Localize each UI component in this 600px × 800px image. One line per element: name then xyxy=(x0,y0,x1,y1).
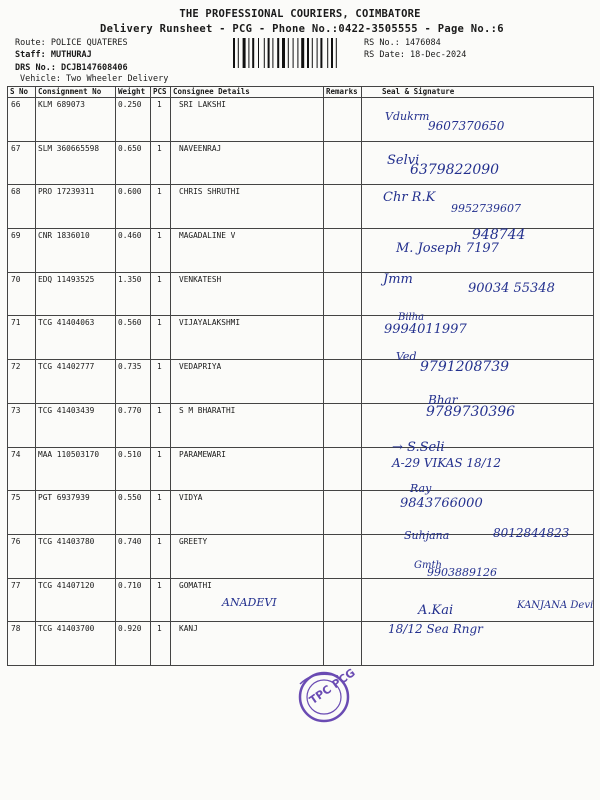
cell-signature xyxy=(362,578,594,622)
barcode-bar xyxy=(293,38,294,68)
drs-number: DRS No.: DCJB147608406 xyxy=(15,63,128,73)
cell-consignment: EDQ 11493525 xyxy=(36,272,116,316)
cell-pcs: 1 xyxy=(151,360,171,404)
cell-consignee: VIDYA xyxy=(171,491,324,535)
cell-pcs: 1 xyxy=(151,185,171,229)
table-row xyxy=(8,578,594,622)
rs-date: RS Date: 18-Dec-2024 xyxy=(364,50,467,60)
signature-row-75: Ray xyxy=(410,482,432,495)
cell-consignment: PRO 17239311 xyxy=(36,185,116,229)
signature-row-78: A.Kai xyxy=(418,603,454,618)
cell-consignee: NAVEENRAJ xyxy=(171,141,324,185)
handwriting-name-67: Selvi xyxy=(387,153,420,168)
cell-pcs: 1 xyxy=(151,622,171,666)
table-row xyxy=(8,185,594,229)
cell-consignment: CNR 1836010 xyxy=(36,229,116,273)
route-label: Route: POLICE QUATERES xyxy=(15,38,128,48)
barcode-bar xyxy=(243,38,246,68)
cell-remarks xyxy=(324,491,362,535)
cell-pcs: 1 xyxy=(151,141,171,185)
cell-signature xyxy=(362,534,594,578)
signature-row-76: Suhjana xyxy=(404,529,450,542)
handwriting-date-78: 18/12 Sea Rngr xyxy=(388,622,483,636)
cell-remarks xyxy=(324,622,362,666)
cell-weight: 0.920 xyxy=(116,622,151,666)
cell-consignment: TCG 41407120 xyxy=(36,578,116,622)
barcode-bar xyxy=(233,38,235,68)
table-row xyxy=(8,491,594,535)
cell-weight: 0.460 xyxy=(116,229,151,273)
cell-remarks xyxy=(324,534,362,578)
cell-consignee: S M BHARATHI xyxy=(171,403,324,447)
handwriting-phone-70: 90034 55348 xyxy=(468,281,555,296)
handwriting-phone-76: 8012844823 xyxy=(493,526,570,540)
cell-remarks xyxy=(324,316,362,360)
cell-sno: 72 xyxy=(8,360,36,404)
cell-signature xyxy=(362,360,594,404)
table-row xyxy=(8,534,594,578)
signature-row-70: Jmm xyxy=(383,272,413,287)
cell-pcs: 1 xyxy=(151,316,171,360)
cell-pcs: 1 xyxy=(151,578,171,622)
cell-sno: 68 xyxy=(8,185,36,229)
cell-pcs: 1 xyxy=(151,447,171,491)
cell-consignment: KLM 689073 xyxy=(36,98,116,142)
staff-line xyxy=(15,50,92,60)
col-header-remarks: Remarks xyxy=(324,87,362,98)
cell-consignment: MAA 110503170 xyxy=(36,447,116,491)
cell-sno: 73 xyxy=(8,403,36,447)
cell-remarks xyxy=(324,229,362,273)
table-row xyxy=(8,98,594,142)
cell-consignment: TCG 41403439 xyxy=(36,403,116,447)
cell-pcs: 1 xyxy=(151,534,171,578)
cell-sno: 69 xyxy=(8,229,36,273)
handwriting-name-69: M. Joseph 7197 xyxy=(396,241,499,256)
cell-weight: 0.650 xyxy=(116,141,151,185)
cell-weight: 0.600 xyxy=(116,185,151,229)
table-row xyxy=(8,622,594,666)
cell-signature xyxy=(362,229,594,273)
handwriting-consignee-78: ANADEVI xyxy=(222,596,277,609)
table-row xyxy=(8,403,594,447)
cell-sno: 78 xyxy=(8,622,36,666)
runsheet-table xyxy=(7,86,594,666)
cell-weight: 0.510 xyxy=(116,447,151,491)
rs-number: RS No.: 1476084 xyxy=(364,38,441,48)
col-header-consignee: Consignee Details xyxy=(171,87,324,98)
cell-weight: 0.250 xyxy=(116,98,151,142)
barcode-bar xyxy=(312,38,313,68)
cell-sno: 75 xyxy=(8,491,36,535)
cell-consignee: PARAMEWARI xyxy=(171,447,324,491)
barcode-bar xyxy=(301,38,304,68)
col-header-weight: Weight xyxy=(116,87,151,98)
cell-weight: 1.350 xyxy=(116,272,151,316)
cell-signature xyxy=(362,403,594,447)
cell-consignment: TCG 41403700 xyxy=(36,622,116,666)
staff-label: Staff: xyxy=(15,50,46,60)
signature-row-74: → S.Seli xyxy=(392,440,445,455)
cell-remarks xyxy=(324,98,362,142)
signature-row-72: Ved xyxy=(396,350,417,363)
stamp-text: TPC PCG xyxy=(307,666,358,707)
cell-pcs: 1 xyxy=(151,229,171,273)
cell-weight: 0.560 xyxy=(116,316,151,360)
handwriting-phone-75: 9843766000 xyxy=(400,496,483,511)
cell-sno: 76 xyxy=(8,534,36,578)
vehicle-label: Vehicle: Two Wheeler Delivery xyxy=(20,74,169,84)
cell-remarks xyxy=(324,185,362,229)
handwriting-phone-77: 9903889126 xyxy=(427,566,497,579)
cell-sno: 67 xyxy=(8,141,36,185)
barcode-bar xyxy=(268,38,270,68)
cell-signature xyxy=(362,98,594,142)
document-subtitle: Delivery Runsheet - PCG - Phone No.:0422-3505555 - Page No.:6 xyxy=(100,23,504,35)
barcode-bar xyxy=(307,38,309,68)
barcode-bar xyxy=(331,38,333,68)
barcode-bar xyxy=(336,38,337,68)
table-row xyxy=(8,272,594,316)
handwriting-phone-66: 9607370650 xyxy=(428,119,505,133)
cell-consignee: GREETY xyxy=(171,534,324,578)
cell-signature xyxy=(362,622,594,666)
cell-weight: 0.710 xyxy=(116,578,151,622)
signature-row-73: Bhar xyxy=(428,393,458,407)
cell-consignee: VEDAPRIYA xyxy=(171,360,324,404)
cell-signature xyxy=(362,272,594,316)
cell-pcs: 1 xyxy=(151,403,171,447)
cell-consignment: SLM 360665598 xyxy=(36,141,116,185)
table-header-row xyxy=(8,87,594,98)
cell-sno: 66 xyxy=(8,98,36,142)
signature-row-71: Bilha xyxy=(398,312,425,323)
cell-consignment: PGT 6937939 xyxy=(36,491,116,535)
cell-signature xyxy=(362,491,594,535)
cell-weight: 0.740 xyxy=(116,534,151,578)
cell-consignee: KANJ xyxy=(171,622,324,666)
barcode-image xyxy=(233,38,359,68)
barcode-bar xyxy=(320,38,322,68)
cell-pcs: 1 xyxy=(151,272,171,316)
cell-signature xyxy=(362,447,594,491)
cell-weight: 0.735 xyxy=(116,360,151,404)
cell-signature xyxy=(362,141,594,185)
staff-value: MUTHURAJ xyxy=(50,50,92,60)
cell-consignee: SRI LAKSHI xyxy=(171,98,324,142)
cell-remarks xyxy=(324,578,362,622)
handwriting-address-74: A-29 VIKAS 18/12 xyxy=(392,456,501,470)
cell-consignee: GOMATHI xyxy=(171,578,324,622)
table-row xyxy=(8,316,594,360)
barcode-bar xyxy=(288,38,289,68)
col-header-consignment: Consignment No xyxy=(36,87,116,98)
handwriting-name-78: KANJANA Devi xyxy=(517,600,594,611)
cell-remarks xyxy=(324,360,362,404)
cell-consignee: MAGADALINE V xyxy=(171,229,324,273)
cell-consignee: VIJAYALAKSHMI xyxy=(171,316,324,360)
table-row xyxy=(8,447,594,491)
cell-pcs: 1 xyxy=(151,98,171,142)
barcode-bar xyxy=(327,38,328,68)
col-header-pcs: PCS xyxy=(151,87,171,98)
signature-row-66: Vdukrm xyxy=(385,110,430,123)
barcode-bar xyxy=(282,38,285,68)
barcode-bar xyxy=(297,38,298,68)
cell-consignee: CHRIS SHRUTHI xyxy=(171,185,324,229)
document-title: THE PROFESSIONAL COURIERS, COIMBATORE xyxy=(179,8,421,20)
cell-consignee: VENKATESH xyxy=(171,272,324,316)
cell-weight: 0.550 xyxy=(116,491,151,535)
handwriting-phone-73: 9789730396 xyxy=(426,404,516,420)
cell-weight: 0.770 xyxy=(116,403,151,447)
barcode-bar xyxy=(277,38,279,68)
cell-consignment: TCG 41402777 xyxy=(36,360,116,404)
cell-remarks xyxy=(324,403,362,447)
handwriting-phone-68: 9952739607 xyxy=(451,202,521,215)
cell-sno: 70 xyxy=(8,272,36,316)
table-row xyxy=(8,141,594,185)
barcode-bar xyxy=(248,38,249,68)
cell-remarks xyxy=(324,447,362,491)
table-row xyxy=(8,360,594,404)
cell-consignment: TCG 41404063 xyxy=(36,316,116,360)
cell-pcs: 1 xyxy=(151,491,171,535)
barcode-bar xyxy=(238,38,239,68)
barcode-bar xyxy=(264,38,265,68)
table-row xyxy=(8,229,594,273)
handwriting-phone-72: 9791208739 xyxy=(420,359,510,375)
handwriting-phone-71: 9994011997 xyxy=(384,322,467,337)
barcode-bar xyxy=(272,38,273,68)
barcode-bar xyxy=(258,38,259,68)
cell-sno: 74 xyxy=(8,447,36,491)
barcode-bar xyxy=(252,38,254,68)
col-header-sno: S No xyxy=(8,87,36,98)
handwriting-phone-67: 6379822090 xyxy=(410,162,500,178)
signature-row-77: Gmth xyxy=(414,560,442,571)
signature-row-68: Chr R.K xyxy=(383,190,436,205)
barcode-bar xyxy=(317,38,318,68)
cell-consignment: TCG 41403780 xyxy=(36,534,116,578)
col-header-signature: Seal & Signature xyxy=(362,87,594,98)
cell-sno: 71 xyxy=(8,316,36,360)
cell-remarks xyxy=(324,141,362,185)
handwriting-phone-69a: 948744 xyxy=(472,227,526,243)
cell-sno: 77 xyxy=(8,578,36,622)
cell-signature xyxy=(362,185,594,229)
cell-remarks xyxy=(324,272,362,316)
cell-signature xyxy=(362,316,594,360)
